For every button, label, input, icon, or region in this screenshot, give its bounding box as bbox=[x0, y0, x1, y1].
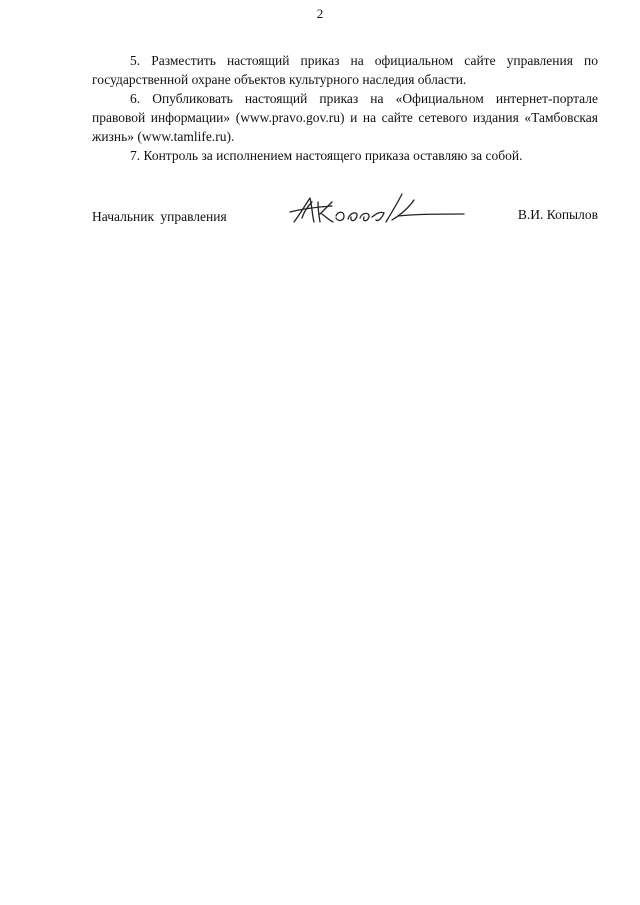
signature-block bbox=[92, 192, 598, 242]
paragraph-item-6: 6. Опубликовать настоящий приказ на «Официальном интернет-портале правовой информации» (www.pravo.gov.ru) и на сайте сетевого издания «Тамбовская жизнь» (www.tamlife.ru). bbox=[92, 91, 598, 144]
handwritten-signature bbox=[288, 192, 466, 232]
signer-position: Начальник управления bbox=[92, 209, 227, 224]
page-number: 2 bbox=[316, 6, 324, 21]
body-text bbox=[92, 51, 598, 165]
paragraph-item-5: 5. Разместить настоящий приказ на официальном сайте управления по государственной охране объектов культурного наследия области. bbox=[92, 53, 598, 87]
paragraph-item-7: 7. Контроль за исполнением настоящего приказа оставляю за собой. bbox=[130, 148, 523, 163]
signer-name: В.И. Копылов bbox=[517, 207, 598, 222]
